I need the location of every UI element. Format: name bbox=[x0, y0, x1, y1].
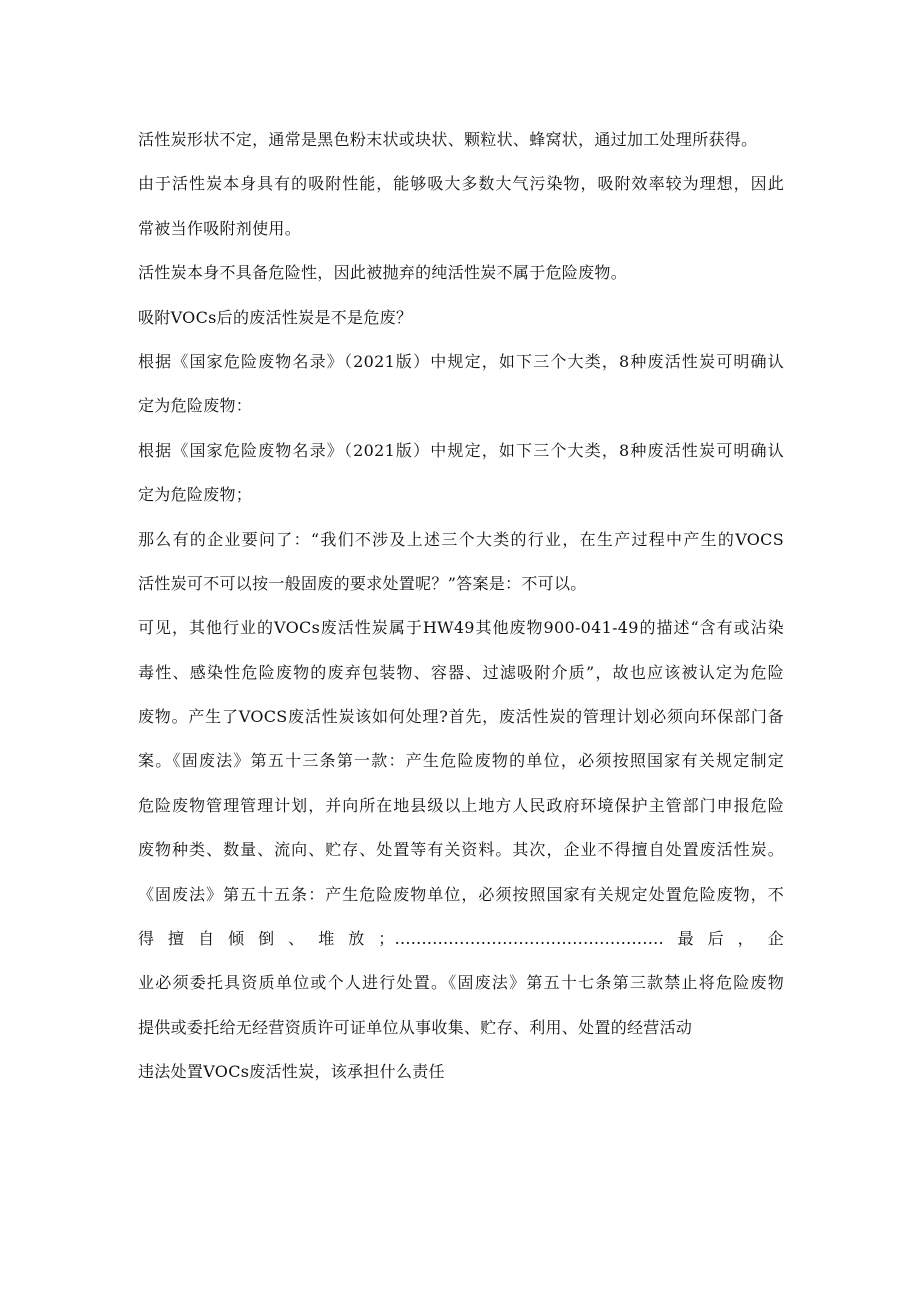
text-line: 由于活性炭本身具有的吸附性能，能够吸大多数大气污染物，吸附效率较为理想，因此 bbox=[138, 174, 784, 194]
text-line: 定为危险废物： bbox=[138, 396, 253, 416]
text-line: 定为危险废物； bbox=[138, 485, 253, 505]
text-line: 业必须委托具资质单位或个人进行处置。《固废法》第五十七条第三款禁止将危险废物 bbox=[138, 973, 784, 993]
text-line: 活性炭本身不具备危险性，因此被抛弃的纯活性炭不属于危险废物。 bbox=[138, 263, 628, 283]
text-line: 危险废物管理管理计划，并向所在地县级以上地方人民政府环境保护主管部门申报危险 bbox=[138, 795, 784, 815]
text-line: 废物种类、数量、流向、贮存、处置等有关资料。其次，企业不得擅自处置废活性炭。 bbox=[138, 840, 784, 860]
section-heading: 违法处置VOCs废活性炭，该承担什么责任 bbox=[138, 1062, 445, 1082]
text-line: 常被当作吸附剂使用。 bbox=[138, 218, 302, 238]
text-line: 活性炭可不可以按一般固废的要求处置呢？”答案是：不可以。 bbox=[138, 573, 587, 593]
text-line: 根据《国家危险废物名录》（2021版）中规定，如下三个大类，8种废活性炭可明确认 bbox=[138, 351, 784, 371]
document-body bbox=[138, 118, 784, 1095]
text-line: 那么有的企业要问了：“我们不涉及上述三个大类的行业，在生产过程中产生的VOCS bbox=[138, 529, 784, 549]
text-line: 活性炭形状不定，通常是黑色粉末状或块状、颗粒状、蜂窝状，通过加工处理所获得。 bbox=[138, 130, 758, 149]
text-line: 案。《固废法》第五十三条第一款：产生危险废物的单位，必须按照国家有关规定制定 bbox=[138, 751, 784, 771]
text-line: 提供或委托给无经营资质许可证单位从事收集、贮存、利用、处置的经营活动 bbox=[138, 1017, 693, 1037]
text-line: 《固废法》第五十五条：产生危险废物单位，必须按照国家有关规定处置危险废物，不 bbox=[138, 884, 784, 904]
text-line: 得擅自倾倒、堆放；..................................................最后，企 bbox=[138, 929, 784, 949]
text-line: 毒性、感染性危险废物的废弃包装物、容器、过滤吸附介质”，故也应该被认定为危险 bbox=[138, 662, 784, 682]
text-line: 根据《国家危险废物名录》（2021版）中规定，如下三个大类，8种废活性炭可明确认 bbox=[138, 440, 784, 460]
section-heading: 吸附VOCs后的废活性炭是不是危废？ bbox=[138, 307, 413, 327]
text-line: 废物。产生了VOCS废活性炭该如何处理?首先，废活性炭的管理计划必须向环保部门备 bbox=[138, 707, 784, 727]
text-line: 可见，其他行业的VOCs废活性炭属于HW49其他废物900-041-49的描述“含有或沾染 bbox=[138, 618, 784, 638]
